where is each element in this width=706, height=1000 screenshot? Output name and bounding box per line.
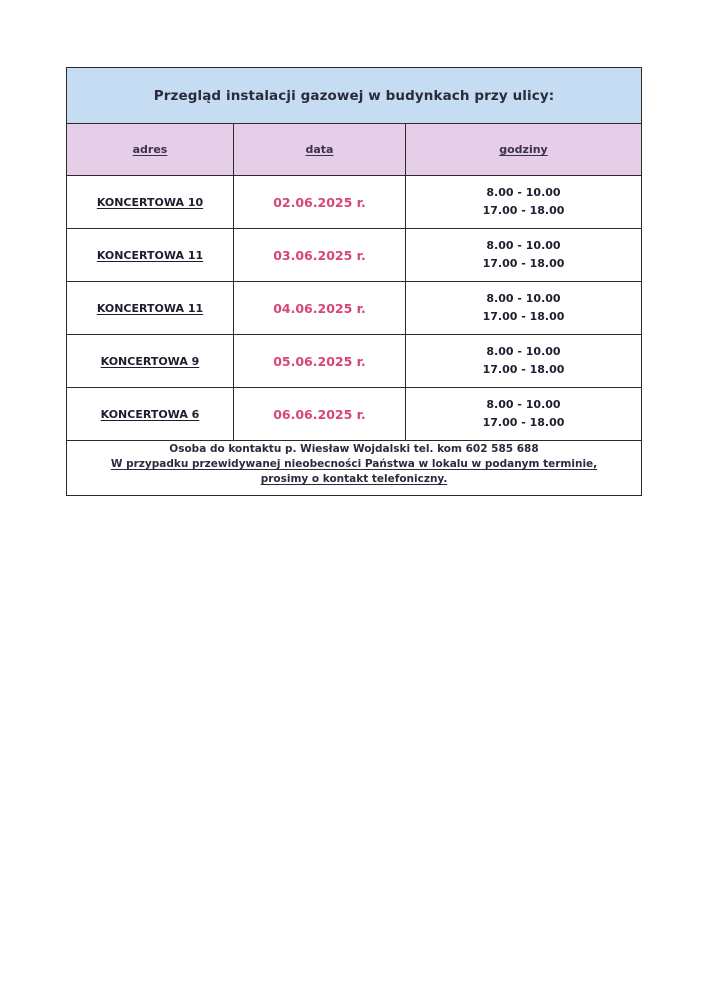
table-title: Przegląd instalacji gazowej w budynkach przy ulicy: xyxy=(67,68,641,124)
hours-afternoon: 17.00 - 18.00 xyxy=(482,416,565,429)
header-address: adres xyxy=(67,124,234,175)
row-address: KONCERTOWA 10 xyxy=(67,176,234,228)
hours-afternoon: 17.00 - 18.00 xyxy=(482,363,565,376)
row-address: KONCERTOWA 6 xyxy=(67,388,234,440)
contact-footer xyxy=(67,441,641,495)
table-row xyxy=(67,388,641,441)
hours-afternoon: 17.00 - 18.00 xyxy=(482,257,565,270)
row-address: KONCERTOWA 9 xyxy=(67,335,234,387)
row-hours xyxy=(406,335,641,387)
contact-person: Osoba do kontaktu p. Wiesław Wojdalski tel. kom 602 585 688 xyxy=(169,443,539,455)
row-date: 05.06.2025 r. xyxy=(234,335,406,387)
table-header-row xyxy=(67,124,641,176)
row-date: 06.06.2025 r. xyxy=(234,388,406,440)
row-address: KONCERTOWA 11 xyxy=(67,282,234,334)
table-row xyxy=(67,282,641,335)
hours-morning: 8.00 - 10.00 xyxy=(486,345,561,358)
row-date: 02.06.2025 r. xyxy=(234,176,406,228)
row-hours xyxy=(406,176,641,228)
table-row xyxy=(67,229,641,282)
hours-afternoon: 17.00 - 18.00 xyxy=(482,310,565,323)
row-date: 03.06.2025 r. xyxy=(234,229,406,281)
table-row xyxy=(67,176,641,229)
hours-morning: 8.00 - 10.00 xyxy=(486,186,561,199)
hours-morning: 8.00 - 10.00 xyxy=(486,292,561,305)
absence-note: W przypadku przewidywanej nieobecności Państwa w lokalu w podanym terminie, xyxy=(110,458,598,470)
table-row xyxy=(67,335,641,388)
hours-morning: 8.00 - 10.00 xyxy=(486,398,561,411)
hours-morning: 8.00 - 10.00 xyxy=(486,239,561,252)
row-date: 04.06.2025 r. xyxy=(234,282,406,334)
contact-request: prosimy o kontakt telefoniczny. xyxy=(260,473,448,485)
inspection-schedule-table xyxy=(66,67,642,496)
header-date: data xyxy=(234,124,406,175)
hours-afternoon: 17.00 - 18.00 xyxy=(482,204,565,217)
row-hours xyxy=(406,282,641,334)
row-hours xyxy=(406,388,641,440)
header-hours: godziny xyxy=(499,143,548,156)
row-address: KONCERTOWA 11 xyxy=(67,229,234,281)
row-hours xyxy=(406,229,641,281)
